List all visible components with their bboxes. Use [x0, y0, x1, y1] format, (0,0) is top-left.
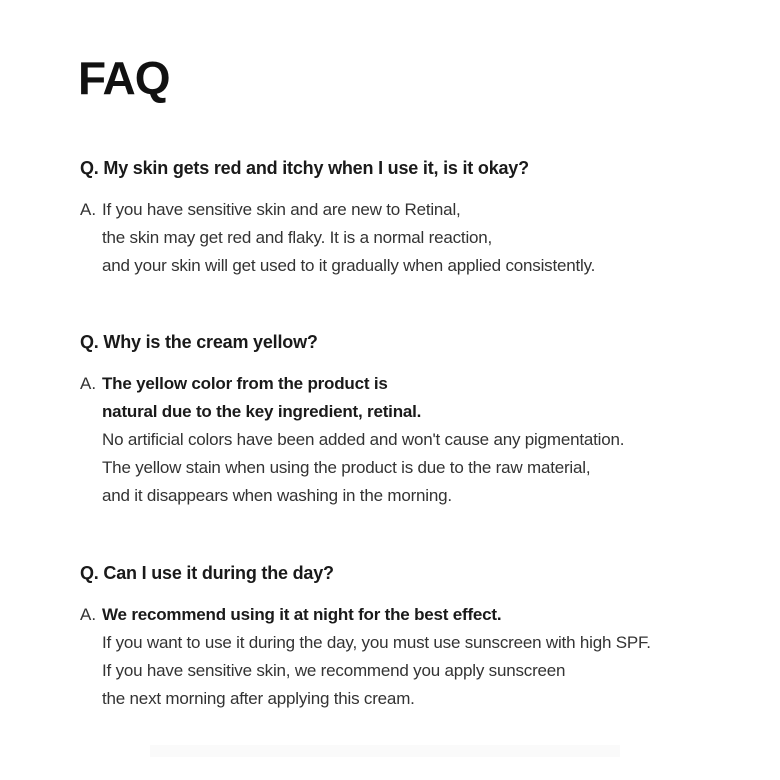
- answer-line: the next morning after applying this cream.: [102, 689, 415, 708]
- answer-line-emphasis: We recommend using it at night for the best effect.: [102, 605, 502, 624]
- faq-question: Q. Why is the cream yellow?: [80, 332, 318, 352]
- bottom-fade-divider: [150, 745, 620, 757]
- answer-line: The yellow stain when using the product is due to the raw material,: [102, 458, 591, 477]
- faq-item: [80, 156, 750, 280]
- page-title: FAQ: [78, 52, 170, 104]
- answer-line: If you have sensitive skin and are new to Retinal,: [102, 200, 461, 219]
- faq-item: [80, 561, 750, 713]
- answer-line: and your skin will get used to it gradually when applied consistently.: [102, 256, 596, 275]
- answer-line: the skin may get red and flaky. It is a normal reaction,: [102, 228, 493, 247]
- answer-line: No artificial colors have been added and won't cause any pigmentation.: [102, 430, 625, 449]
- faq-answer: [80, 601, 750, 713]
- answer-prefix: A.: [80, 200, 97, 219]
- answer-line: If you have sensitive skin, we recommend you apply sunscreen: [102, 661, 566, 680]
- faq-question: Q. My skin gets red and itchy when I use it, is it okay?: [80, 158, 529, 178]
- answer-line-emphasis: The yellow color from the product is: [102, 374, 388, 393]
- answer-prefix: A.: [80, 605, 97, 624]
- answer-prefix: A.: [80, 374, 97, 393]
- faq-item: [80, 330, 750, 510]
- answer-line: and it disappears when washing in the morning.: [102, 486, 452, 505]
- answer-line: If you want to use it during the day, you must use sunscreen with high SPF.: [102, 633, 651, 652]
- faq-answer: [80, 370, 750, 510]
- answer-line-emphasis: natural due to the key ingredient, retinal.: [102, 402, 422, 421]
- faq-answer: [80, 196, 750, 280]
- faq-question: Q. Can I use it during the day?: [80, 563, 334, 583]
